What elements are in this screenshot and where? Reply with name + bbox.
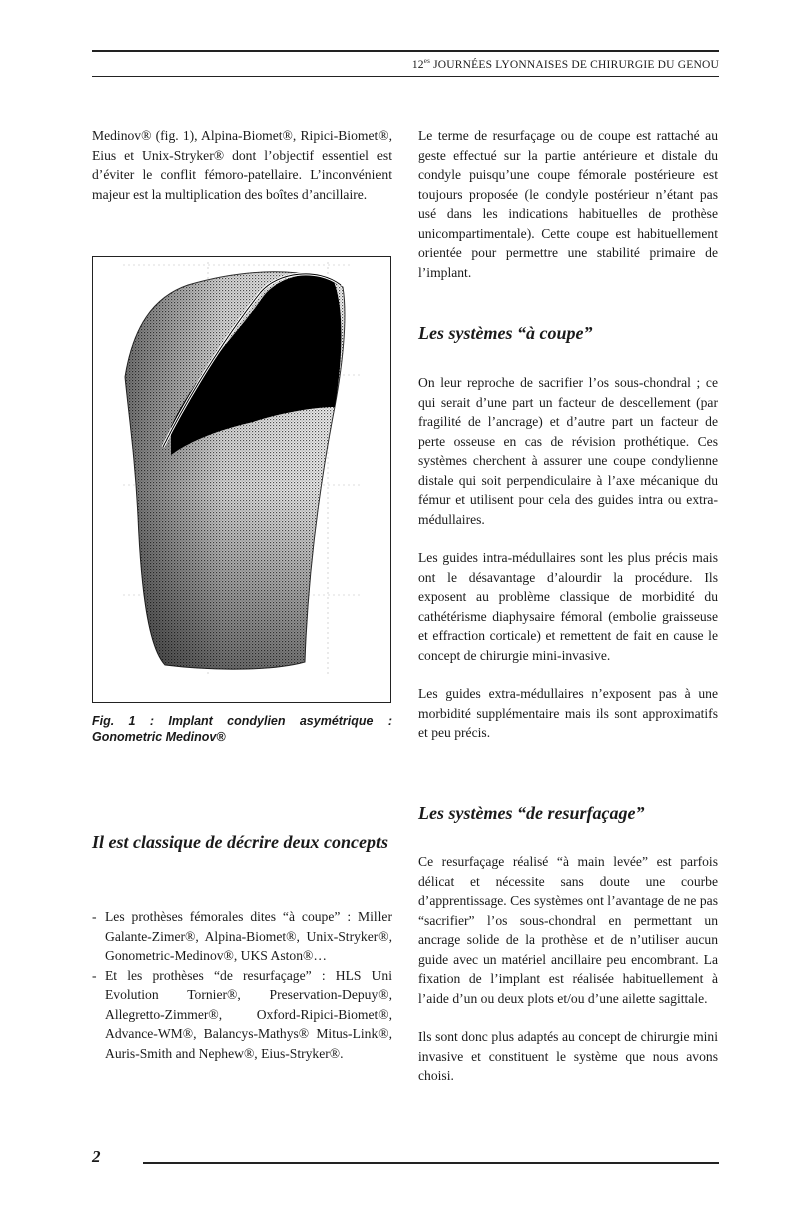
paragraph: Ce resurfaçage réalisé “à main levée” est parfois délicat et nécessite sans doute une courbe d’apprentissage. Ces systèmes ont l’avantage de ne pas “sacrifier” l’os sous-chondral en permettant un ancrage solide de la prothèse et de n’utiliser aucun guide avec un matériel ancillaire peu encombrant. La fixation de l’implant est réalisée habituellement à l’aide d’un ou deux plots et/ou d’une ailette sagittale. (418, 854, 718, 1006)
list-item: - Et les prothèses “de resurfaçage” : HLS Uni Evolution Tornier®, Preservation-Depuy®, Allegretto-Zimmer®, Oxford-Ripici-Biomet®, Advance-WM®, Balancys-Mathys® Mitus-Link®, Auris-Smith and Nephew®, Eius-Stryker®. (92, 966, 392, 1064)
left-intro-paragraph: Medinov® (fig. 1), Alpina-Biomet®, Ripici-Biomet®, Eius et Unix-Stryker® dont l’objectif essentiel est d’éviter le conflit fémoro-patellaire. L’inconvénient majeur est la multiplication des boîtes d’ancillaire. (92, 128, 392, 202)
right-intro-paragraph: Le terme de resurfaçage ou de coupe est rattaché au geste effectué sur la partie antérieure et distale du condyle puisqu’une coupe fémorale postérieure est toujours proposée (le condyle postérieur n’étant pas usé dans les indications habituelles de prothèse unicompartimentale). Cette coupe est habituellement orientée pour permettre une stabilité primaire de l’implant. (418, 128, 718, 280)
header-top-rule (92, 50, 719, 52)
page-number: 2 (92, 1147, 101, 1166)
paragraph: Les guides intra-médullaires sont les plus précis mais ont le désavantage d’alourdir la procédure. Ils exposent au problème classique de morbidité du cathétérisme diaphysaire fémoral (embolie graisseuse et effraction corticale) et remettent de fait en cause le concept de chirurgie mini-invasive. (418, 550, 718, 663)
left-list-block (92, 907, 392, 1063)
running-header (412, 57, 719, 71)
left-intro (92, 126, 392, 204)
section-resurfacage-body (418, 852, 718, 1086)
figure-1-implant-image (92, 256, 391, 703)
list-item: - Les prothèses fémorales dites “à coupe” : Miller Galante-Zimer®, Alpina-Biomet®, Unix-Stryker®, Gonometric-Medinov®, UKS Aston®… (92, 907, 392, 966)
paragraph: Ils sont donc plus adaptés au concept de chirurgie mini invasive et constituent le système que nous avons choisi. (418, 1029, 718, 1083)
header-bottom-rule (92, 76, 719, 77)
header-ordinal-suffix: es (423, 57, 430, 65)
header-ordinal: 12 (411, 58, 424, 71)
implant-illustration (93, 257, 390, 702)
paragraph: On leur reproche de sacrifier l’os sous-chondral ; ce qui serait d’une part un facteur de descellement (par fragilité de l’ancrage) et d’autre part un facteur de perte osseuse en cas de révision prothétique. Ces systèmes cherchent à assurer une coupe condylienne distale qui soit perpendiculaire à l’axe mécanique du fémur et utilisent pour cela des guides intra ou extra-médullaires. (418, 375, 718, 527)
section-a-coupe-body (418, 373, 718, 743)
header-title: JOURNÉES LYONNAISES DE CHIRURGIE DU GENOU (430, 58, 719, 71)
footer-rule (143, 1162, 719, 1164)
paragraph: Les guides extra-médullaires n’exposent pas à une morbidité supplémentaire mais ils sont approximatifs et peu précis. (418, 686, 718, 740)
section-heading-resurfacage: Les systèmes “de resurfaçage” (418, 803, 645, 823)
figure-1-caption: Fig. 1 : Implant condylien asymétrique : Gonometric Medinov® (92, 714, 392, 744)
right-intro (418, 126, 718, 282)
left-section-heading: Il est classique de décrire deux concepts (92, 832, 388, 852)
prosthesis-list (92, 907, 392, 1063)
section-heading-a-coupe: Les systèmes “à coupe” (418, 323, 593, 343)
